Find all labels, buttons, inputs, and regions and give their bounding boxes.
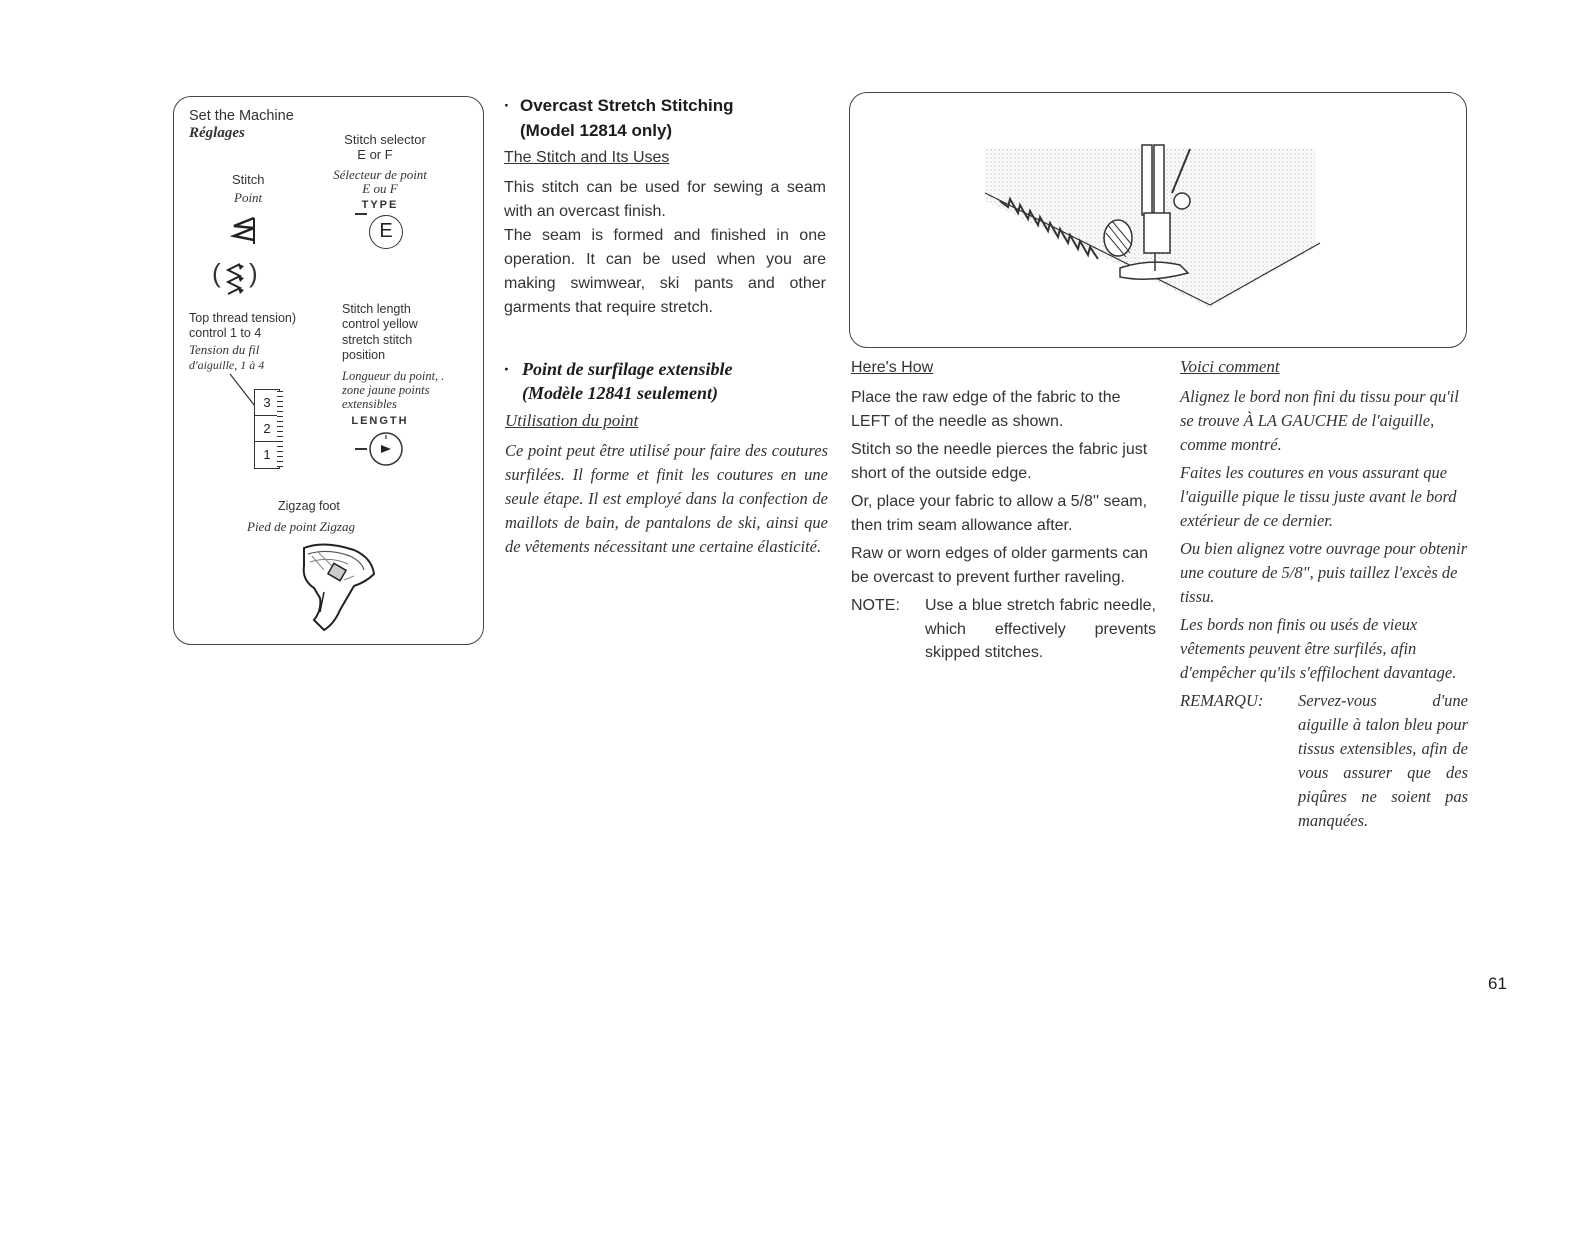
stitch-selector-label-fr: Sélecteur de point — [333, 167, 427, 182]
subheading-uses: The Stitch and Its Uses — [504, 149, 670, 166]
uses-paragraph-2: The seam is formed and finished in one operation. It can be used when you are making swimwear, ski pants and other garments that require stretch. — [504, 227, 826, 316]
how-step-4: Raw or worn edges of older garments can be overcast to prevent further raveling. — [851, 545, 1149, 586]
comment-step-4: Les bords non finis ou usés de vieux vêtements peuvent être surfilés, afin d'empêcher qu'ils s'effilochent davantage. — [1180, 615, 1457, 682]
comment-step-3: Ou bien alignez votre ouvrage pour obtenir une couture de 5/8", puis taillez l'excès de tissu. — [1180, 539, 1468, 606]
uses-paragraph-fr: Ce point peut être utilisé pour faire des coutures surfilées. Il forme et finit les coutures en une seule étape. Il est employé dans la confection de maillots de bain, de pantalons de ski, ainsi que de vêtements nécessitant une certaine élasticité. — [505, 441, 828, 556]
tension-level-2: 2 — [255, 416, 279, 442]
foot-label: Zigzag foot — [278, 499, 340, 513]
stitch-selector-label: Stitch selector — [344, 132, 426, 147]
note-label: NOTE: — [851, 597, 900, 614]
length-label-fr-1: Longueur du point, . — [342, 369, 445, 383]
stitch-label-fr: Point — [234, 190, 263, 205]
length-label-fr-2: zone jaune points — [342, 383, 430, 397]
length-label-2: control yellow — [342, 317, 418, 331]
type-label: TYPE — [361, 199, 399, 211]
voici-comment-heading: Voici comment — [1180, 357, 1280, 376]
type-dial: E — [369, 215, 403, 249]
stretch-stitch-icon — [222, 262, 248, 296]
foot-label-fr: Pied de point Zigzag — [247, 519, 355, 534]
tension-range: control 1 to 4 — [189, 326, 262, 340]
tension-dial-ridges — [277, 391, 283, 467]
tension-label-fr: Tension du fil — [189, 342, 260, 357]
overcast-stitch-icon — [228, 216, 264, 246]
paren-right: ) — [249, 258, 258, 288]
uses-paragraph-1: This stitch can be used for sewing a seam with an overcast finish. — [504, 179, 826, 220]
tension-level-3: 3 — [255, 390, 279, 416]
heading-model-fr: (Modèle 12841 seulement) — [522, 383, 718, 403]
length-label: LENGTH — [351, 415, 409, 427]
heading-bullet-fr: · — [504, 359, 509, 379]
length-label-1: Stitch length — [342, 302, 411, 316]
how-step-2: Stitch so the needle pierces the fabric just short of the outside edge. — [851, 441, 1148, 482]
tension-label: Top thread tension) — [189, 311, 297, 325]
note — [851, 594, 1156, 670]
tension-range-fr: d'aiguille, 1 à 4 — [189, 358, 265, 372]
how-step-3: Or, place your fabric to allow a 5/8'' seam, then trim seam allowance after. — [851, 493, 1148, 534]
length-dial-icon — [368, 431, 404, 467]
heres-how-steps — [851, 386, 1156, 670]
remarque — [1180, 689, 1468, 837]
heading-overcast: Overcast Stretch Stitching — [520, 96, 734, 115]
remarque-label: REMARQU: — [1180, 691, 1264, 710]
remarque-text: Servez-vous d'une aiguille à talon bleu pour tissus extensibles, afin de vous assurer que des piqûres ne soient pas manquées. — [1298, 691, 1468, 830]
length-label-4: position — [342, 348, 386, 362]
comment-step-2: Faites les coutures en vous assurant que l'aiguille pique le tissu juste avant le bord extérieur de ce dernier. — [1180, 463, 1457, 530]
paren-left: ( — [212, 258, 221, 288]
heres-how-heading: Here's How — [851, 359, 934, 376]
note-text: Use a blue stretch fabric needle, which effectively prevents skipped stitches. — [925, 597, 1156, 661]
heading-model: (Model 12814 only) — [520, 121, 673, 140]
voici-comment-steps — [1180, 385, 1468, 837]
how-step-1: Place the raw edge of the fabric to the LEFT of the needle as shown. — [851, 389, 1121, 430]
settings-title: Set the Machine — [189, 108, 294, 124]
illustration-box — [849, 92, 1467, 348]
length-label-3: stretch stitch — [342, 333, 413, 347]
zigzag-foot-icon — [284, 540, 380, 632]
tension-level-1: 1 — [263, 447, 271, 462]
heading-fr: Point de surfilage extensible — [522, 359, 733, 379]
stitch-label: Stitch — [232, 172, 265, 187]
settings-title-fr: Réglages — [189, 125, 245, 141]
page-number: 61 — [1488, 974, 1507, 993]
stitch-selector-value: E or F — [357, 147, 393, 162]
comment-step-1: Alignez le bord non fini du tissu pour qu'il se trouve À LA GAUCHE de l'aiguille, comme montré. — [1180, 387, 1459, 454]
stitch-selector-value-fr: E ou F — [362, 181, 398, 196]
length-dial-pointer — [355, 448, 367, 450]
heading-bullet: · — [504, 96, 510, 115]
subheading-uses-fr: Utilisation du point — [505, 411, 639, 430]
sewing-illustration — [850, 93, 1467, 348]
length-label-fr-3: extensibles — [342, 397, 397, 411]
type-dial-pointer — [355, 213, 367, 215]
